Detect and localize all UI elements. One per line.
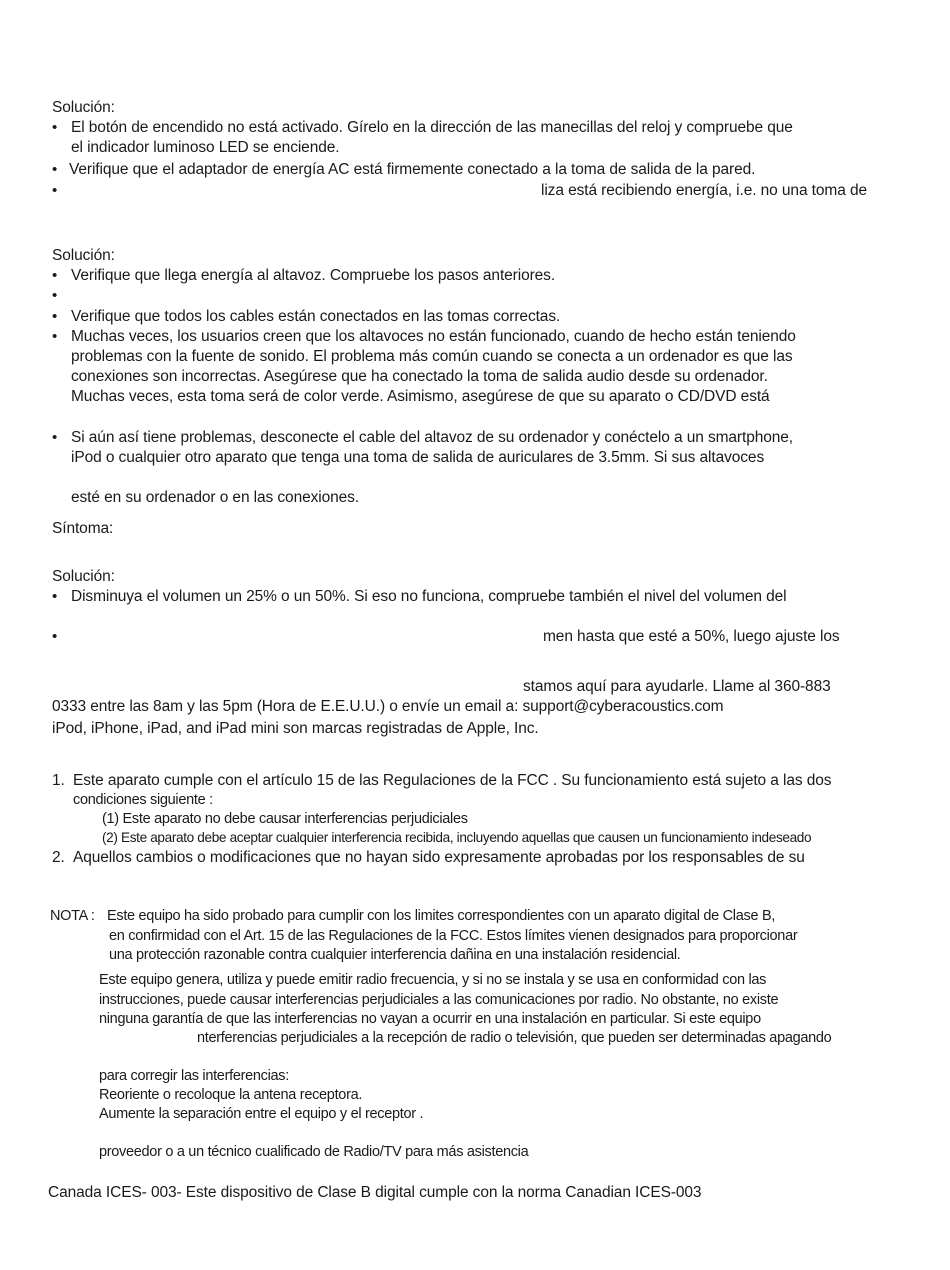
fcc-item-text: condiciones siguiente : [73, 792, 213, 808]
solution-heading: Solución: [52, 247, 115, 264]
bullet-icon: • [52, 287, 58, 304]
measure-text: para corregir las interferencias: [99, 1068, 289, 1084]
measure-text: Aumente la separación entre el equipo y el receptor . [99, 1106, 424, 1122]
fcc-condition: (1) Este aparato no debe causar interferencias perjudiciales [102, 811, 468, 827]
bullet-icon: • [52, 161, 58, 178]
solution-heading: Solución: [52, 99, 115, 116]
support-text: stamos aquí para ayudarle. Llame al 360-883 [523, 678, 831, 695]
trademark-text: iPod, iPhone, iPad, and iPad mini son marcas registradas de Apple, Inc. [52, 720, 539, 737]
bullet-icon: • [52, 588, 58, 605]
nota-label: NOTA : [50, 908, 95, 924]
solution-text: esté en su ordenador o en las conexiones. [71, 489, 360, 506]
bullet-icon: • [52, 628, 58, 645]
nota-text: una protección razonable contra cualquier interferencia dañina en una instalación residencial. [109, 947, 681, 963]
bullet-icon: • [52, 182, 58, 199]
fcc-item-text: Aquellos cambios o modificaciones que no hayan sido expresamente aprobadas por los responsables de su [73, 849, 805, 866]
bullet-icon: • [52, 119, 58, 136]
solution-text: Verifique que llega energía al altavoz. Compruebe los pasos anteriores. [71, 267, 556, 284]
fcc-item-number: 2. [52, 849, 65, 866]
support-text: 0333 entre las 8am y las 5pm (Hora de E.E.U.U.) o envíe un email a: support@cyberacoustics.com [52, 698, 724, 715]
solution-text: problemas con la fuente de sonido. El problema más común cuando se conecta a un ordenador es que las [71, 348, 793, 365]
fcc-condition: (2) Este aparato debe aceptar cualquier interferencia recibida, incluyendo aquellas que causen un funcionamiento indeseado [102, 830, 812, 845]
solution-text: Muchas veces, esta toma será de color verde. Asimismo, asegúrese de que su aparato o CD/DVD está [71, 388, 770, 405]
solution-text: conexiones son incorrectas. Asegúrese que ha conectado la toma de salida audio desde su ordenador. [71, 368, 768, 385]
solution-text: Muchas veces, los usuarios creen que los altavoces no están funcionado, cuando de hecho están teniendo [71, 328, 796, 345]
nota-text: Este equipo ha sido probado para cumplir con los limites correspondientes con un aparato digital de Clase B, [107, 908, 776, 924]
symptom-label: Síntoma: [52, 520, 114, 537]
canada-ices-text: Canada ICES- 003- Este dispositivo de Clase B digital cumple con la norma Canadian ICES-003 [48, 1184, 702, 1201]
bullet-icon: • [52, 308, 58, 325]
nota-text: nterferencias perjudiciales a la recepción de radio o televisión, que pueden ser determinadas apagando [197, 1030, 832, 1046]
solution-text: liza está recibiendo energía, i.e. no una toma de [541, 182, 867, 199]
solution-text: Verifique que el adaptador de energía AC está firmemente conectado a la toma de salida de la pared. [69, 161, 756, 178]
nota-text: en confirmidad con el Art. 15 de las Regulaciones de la FCC. Estos límites vienen designados para proporcionar [109, 928, 798, 944]
bullet-icon: • [52, 267, 58, 284]
solution-text: el indicador luminoso LED se enciende. [71, 139, 340, 156]
solution-text: Si aún así tiene problemas, desconecte el cable del altavoz de su ordenador y conéctelo a un smartphone, [71, 429, 794, 446]
nota-text: instrucciones, puede causar interferencias perjudiciales a las comunicaciones por radio. No obstante, no existe [99, 992, 779, 1008]
measure-text: Reoriente o recoloque la antena receptora. [99, 1087, 363, 1103]
fcc-item-text: Este aparato cumple con el artículo 15 de las Regulaciones de la FCC . Su funcionamiento está sujeto a las dos [73, 772, 832, 789]
solution-text: men hasta que esté a 50%, luego ajuste los [543, 628, 840, 645]
solution-text: Disminuya el volumen un 25% o un 50%. Si eso no funciona, compruebe también el nivel del volumen del [71, 588, 787, 605]
fcc-item-number: 1. [52, 772, 65, 789]
solution-text: Verifique que todos los cables están conectados en las tomas correctas. [71, 308, 561, 325]
bullet-icon: • [52, 328, 58, 345]
bullet-icon: • [52, 429, 58, 446]
solution-heading: Solución: [52, 568, 115, 585]
nota-text: proveedor o a un técnico cualificado de Radio/TV para más asistencia [99, 1144, 529, 1160]
solution-text: El botón de encendido no está activado. Gírelo en la dirección de las manecillas del reloj y compruebe que [71, 119, 793, 136]
nota-text: Este equipo genera, utiliza y puede emitir radio frecuencia, y si no se instala y se usa en conformidad con las [99, 972, 767, 988]
solution-text: iPod o cualquier otro aparato que tenga una toma de salida de auriculares de 3.5mm. Si sus altavoces [71, 449, 765, 466]
nota-text: ninguna garantía de que las interferencias no vayan a ocurrir en una instalación en particular. Si este equipo [99, 1011, 761, 1027]
